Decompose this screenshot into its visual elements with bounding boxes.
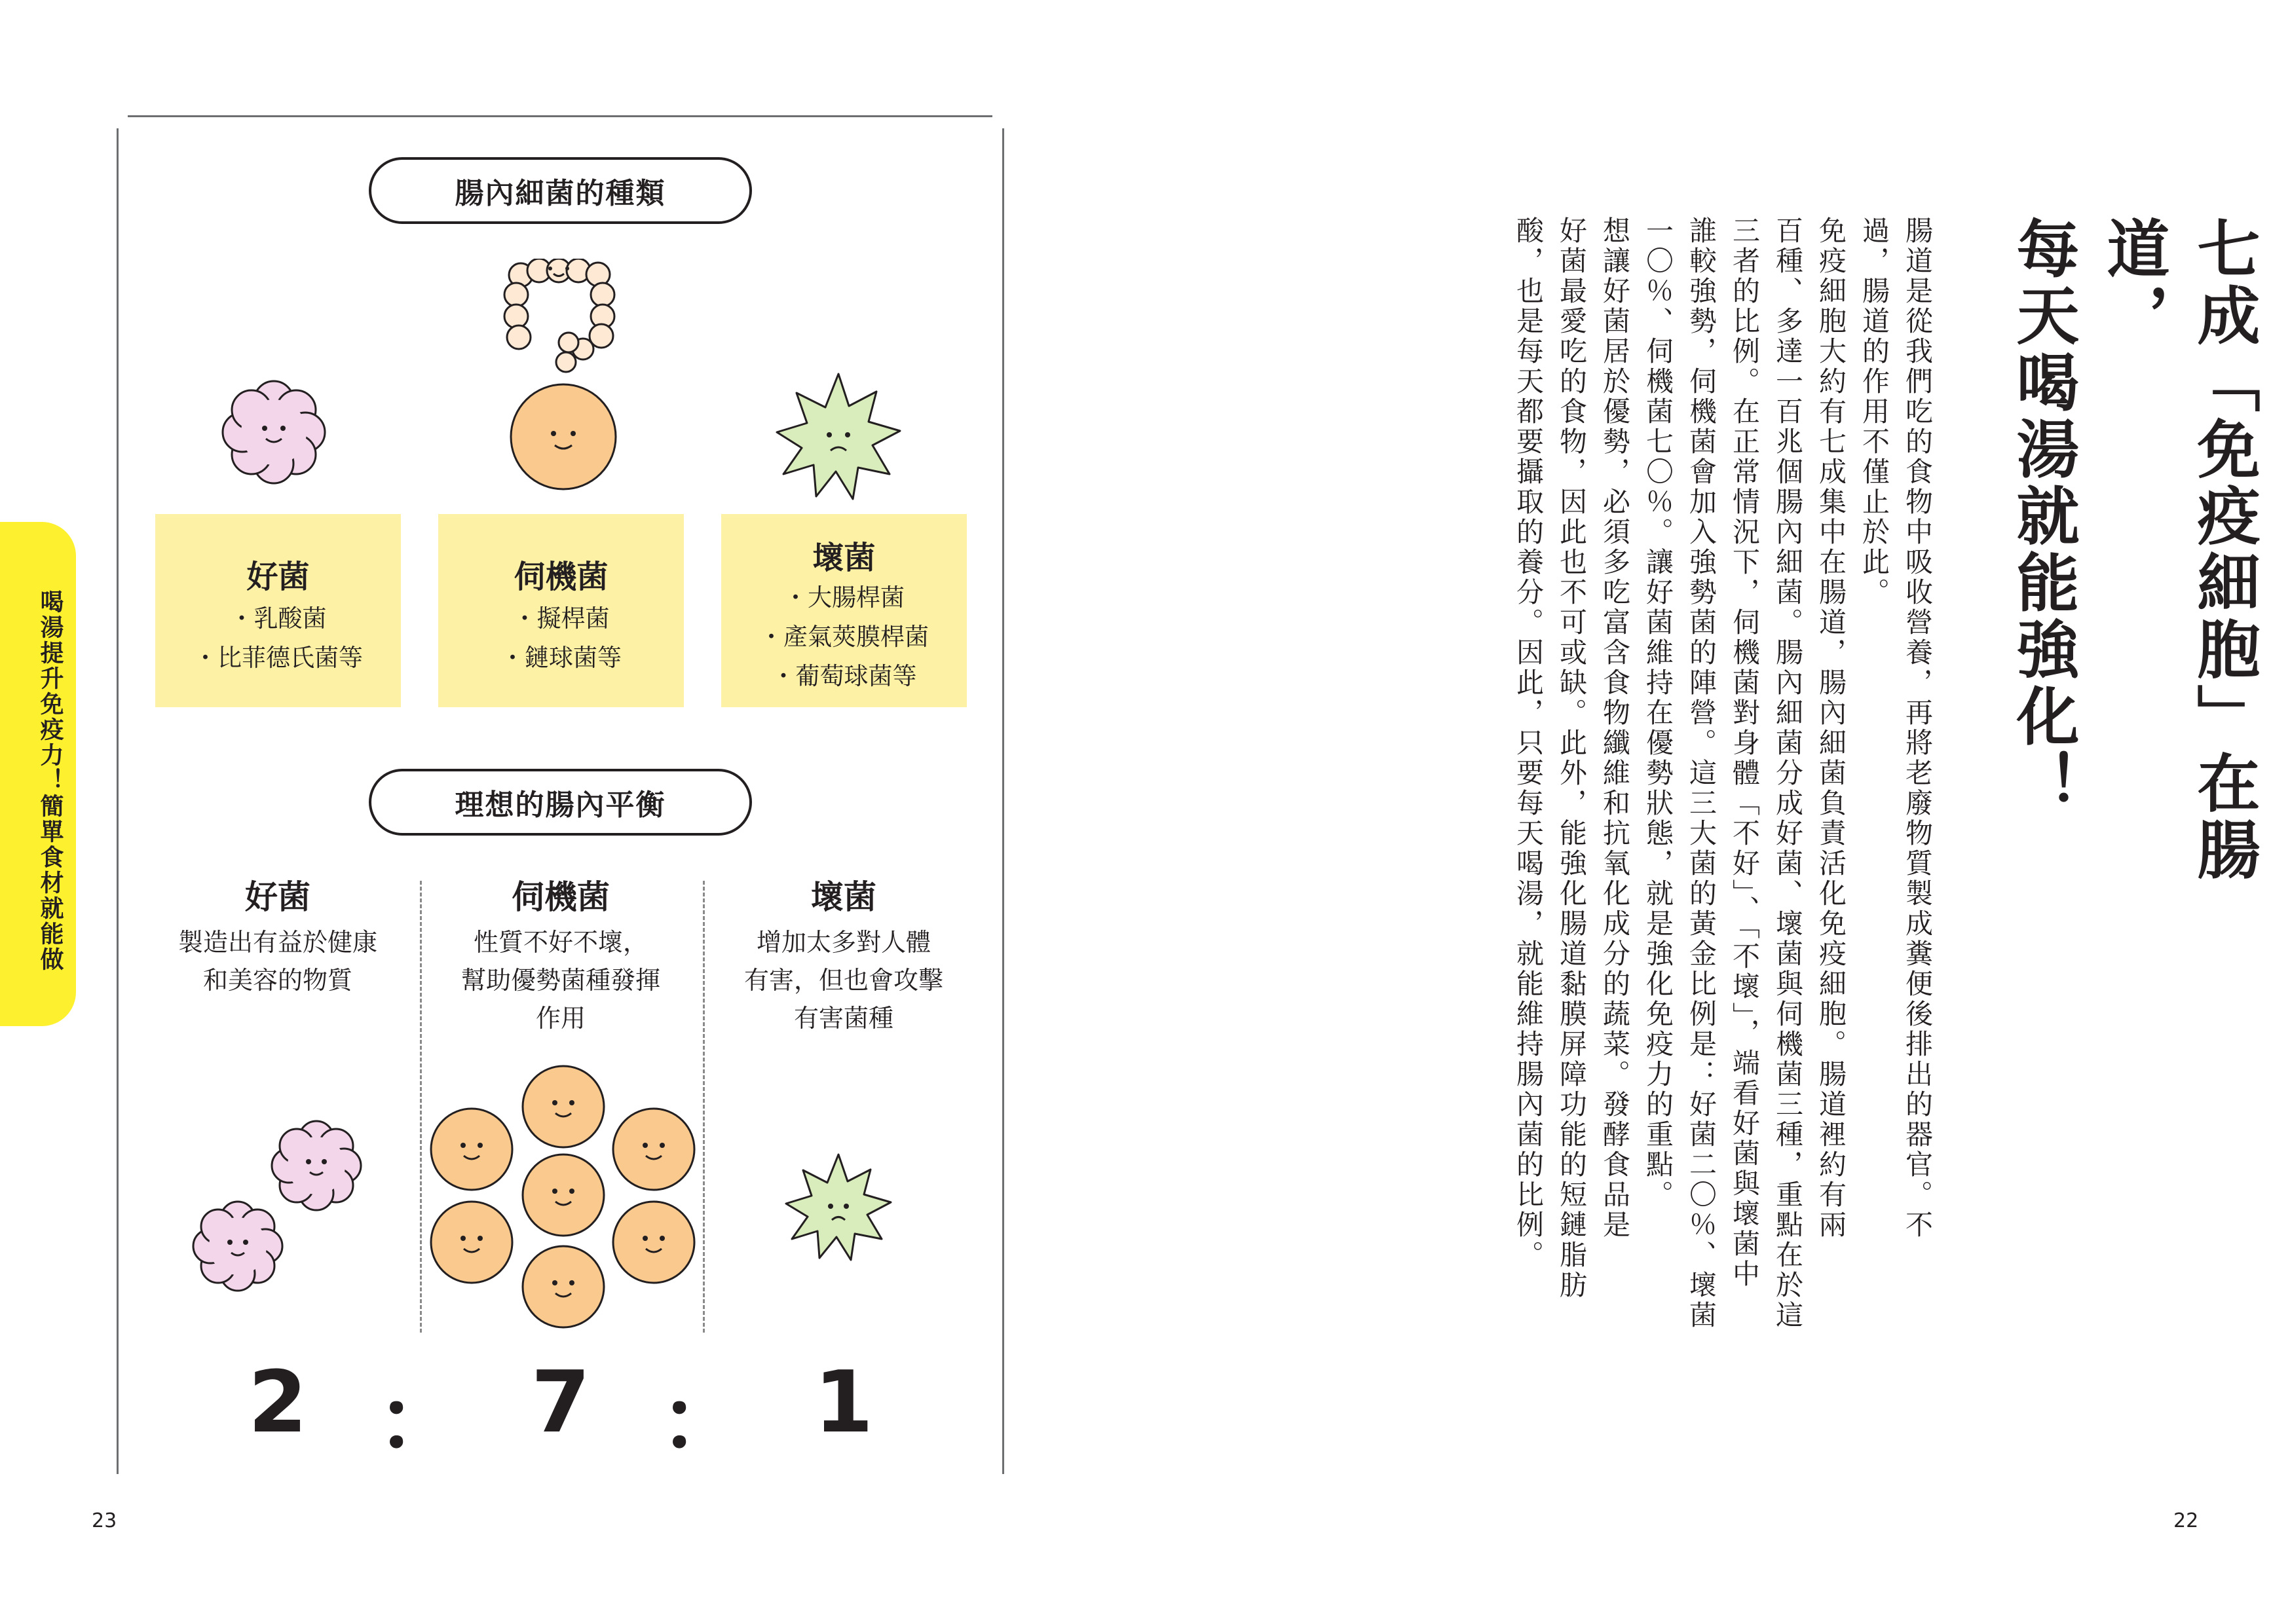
list-item: ・葡萄球菌等 bbox=[771, 662, 917, 690]
page-number-right: 22 bbox=[2173, 1509, 2199, 1532]
bad-bacteria-box bbox=[721, 514, 967, 707]
good-bacteria-examples bbox=[155, 599, 401, 678]
neutral-bacteria-icon bbox=[508, 381, 619, 492]
list-item: ・乳酸菌 bbox=[229, 604, 327, 633]
ratio-separator: ： bbox=[376, 1371, 462, 1470]
headline-line-1: 七成「免疫細胞」在腸道， bbox=[2097, 216, 2261, 884]
body-text bbox=[1412, 216, 1939, 1369]
bad-bacteria-icon bbox=[773, 371, 904, 502]
good-bacteria-box bbox=[155, 514, 401, 707]
desc-line: 性質不好不壞， bbox=[473, 928, 648, 957]
body-line: 一〇％、伺機菌七〇％。讓好菌維持在優勢狀態，就是強化免疫力的重點。 bbox=[1642, 216, 1674, 1210]
body-line: 酸，也是每天都要攝取的養分。因此，只要每天喝湯，就能維持腸內菌的比例。 bbox=[1512, 216, 1545, 1270]
balance-good-desc bbox=[137, 923, 419, 999]
desc-line: 幫助優勢菌種發揮 bbox=[460, 966, 660, 995]
bad-bacteria-name: 壞菌 bbox=[812, 540, 876, 576]
neutral-bacteria-examples bbox=[438, 599, 684, 678]
desc-line: 有害，但也會攻擊 bbox=[743, 966, 943, 995]
balance-neutral-desc bbox=[420, 923, 702, 1037]
balance-good-title: 好菌 bbox=[245, 878, 310, 916]
good-bacteria-icon bbox=[215, 373, 333, 491]
neutral-bacteria-name: 伺機菌 bbox=[514, 559, 609, 595]
ratio-bad: 1 bbox=[814, 1352, 874, 1452]
good-bacteria-icon bbox=[185, 1194, 290, 1299]
headline bbox=[1998, 216, 2269, 976]
neutral-bacteria-cluster-icon bbox=[426, 1058, 701, 1339]
section-title-types: 腸內細菌的種類 bbox=[369, 157, 752, 224]
ratio-good: 2 bbox=[248, 1352, 308, 1452]
desc-line: 作用 bbox=[535, 1004, 586, 1033]
column-divider bbox=[703, 881, 705, 1333]
bad-bacteria-examples bbox=[721, 578, 967, 696]
balance-bad-desc bbox=[703, 923, 985, 1037]
desc-line: 製造出有益於健康 bbox=[178, 928, 377, 957]
headline-line-2: 每天喝湯就能強化！ bbox=[2006, 216, 2080, 817]
ratio-neutral: 7 bbox=[531, 1352, 591, 1452]
body-line: 百種、多達一百兆個腸內細菌。腸內細菌分成好菌、壞菌與伺機菌三種，重點在於這 bbox=[1772, 216, 1804, 1331]
section-title-balance: 理想的腸內平衡 bbox=[369, 769, 752, 836]
page-number-left: 23 bbox=[92, 1509, 117, 1532]
body-line: 三者的比例。在正常情況下，伺機菌對身體「不好」、「不壞」，端看好菌與壞菌中 bbox=[1729, 216, 1761, 1289]
body-line: 想讓好菌居於優勢，必須多吃富含食物纖維和抗氧化成分的蔬菜。發酵食品是 bbox=[1599, 216, 1631, 1240]
column-divider bbox=[420, 881, 422, 1333]
neutral-bacteria-box bbox=[438, 514, 684, 707]
list-item: ・大腸桿菌 bbox=[783, 583, 905, 612]
list-item: ・產氣莢膜桿菌 bbox=[759, 623, 929, 651]
bad-bacteria-icon bbox=[783, 1151, 894, 1263]
chapter-tab-label: 喝湯提升免疫力！簡單食材就能做 bbox=[37, 589, 64, 972]
intestine-icon bbox=[498, 259, 629, 383]
frame-left-line bbox=[117, 128, 119, 1474]
list-item: ・比菲德氏菌等 bbox=[193, 644, 363, 672]
body-line: 好菌最愛吃的食物，因此也不可或缺。此外，能強化腸道黏膜屏障功能的短鏈脂肪 bbox=[1556, 216, 1588, 1301]
balance-neutral-title: 伺機菌 bbox=[512, 878, 610, 916]
body-line: 過，腸道的作用不僅止於此。 bbox=[1858, 216, 1890, 608]
body-line: 腸道是從我們吃的食物中吸收營養，再將老廢物質製成糞便後排出的器官。不 bbox=[1902, 216, 1934, 1240]
desc-line: 增加太多對人體 bbox=[756, 928, 931, 957]
list-item: ・擬桿菌 bbox=[512, 604, 610, 633]
body-line: 誰較強勢，伺機菌會加入強勢菌的陣營。這三大菌的黃金比例是：好菌二〇％、壞菌 bbox=[1685, 216, 1718, 1331]
ratio-separator: ： bbox=[659, 1371, 745, 1470]
list-item: ・鏈球菌等 bbox=[500, 644, 622, 672]
top-rule bbox=[128, 115, 992, 117]
body-line: 免疫細胞大約有七成集中在腸道，腸內細菌負責活化免疫細胞。腸道裡約有兩 bbox=[1815, 216, 1847, 1240]
balance-bad-title: 壞菌 bbox=[811, 878, 876, 916]
frame-right-line bbox=[1002, 128, 1004, 1474]
desc-line: 有害菌種 bbox=[793, 1004, 893, 1033]
good-bacteria-name: 好菌 bbox=[246, 559, 310, 595]
desc-line: 和美容的物質 bbox=[202, 966, 352, 995]
